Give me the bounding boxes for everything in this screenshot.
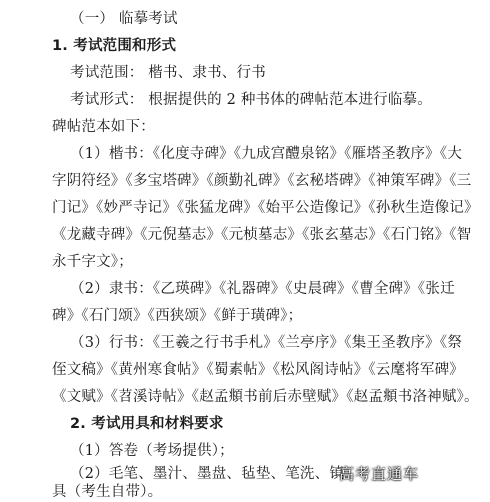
tool-line-3: 具（考生自带）。 — [52, 484, 163, 500]
exam-scope: 考试范围： 楷书、隶书、行书 — [70, 65, 266, 81]
xing-line-1: （3）行书：《王羲之行书手札》《兰亭序》《集王圣教序》《祭 — [70, 335, 463, 351]
item1-title: 1. 考试范围和形式 — [52, 38, 177, 54]
kai-line-1: （1）楷书：《化度寺碑》《九成宫醴泉铭》《雁塔圣教序》《大 — [70, 146, 463, 162]
kai-line-4: 《龙藏寺碑》《元倪墓志》《元桢墓志》《张玄墓志》《石门铭》《智 — [52, 227, 472, 243]
kai-line-2: 字阴符经》《多宝塔碑》《颜勤礼碑》《玄秘塔碑》《神策军碑》《三 — [52, 173, 472, 189]
item2-title: 2. 考试用具和材料要求 — [70, 416, 224, 432]
section-heading: （一） 临摹考试 — [70, 11, 178, 27]
li-line-1: （2）隶书：《乙瑛碑》《礼器碑》《史晨碑》《曹全碑》《张迁 — [70, 281, 455, 297]
li-line-2: 碑》《石门颂》《西狭颂》《鲜于璜碑》； — [52, 308, 303, 324]
kai-line-5: 永千字文》； — [52, 254, 133, 270]
tool-line-2: （2）毛笔、墨汁、墨盘、毡垫、笔洗、镇 — [70, 466, 345, 482]
kai-line-3: 门记》《妙严寺记》《张猛龙碑》《始平公造像记》《孙秋生造像记》 — [52, 200, 479, 216]
watermark-text: 高考直通车 — [339, 465, 420, 483]
xing-line-3: 《文赋》《苕溪诗帖》《赵孟頫书前后赤壁赋》《赵孟頫书洛神赋》。 — [52, 389, 479, 405]
exam-form: 考试形式： 根据提供的 2 种书体的碑帖范本进行临摹。 — [70, 92, 432, 108]
tool-line-1: （1）答卷（考场提供）； — [70, 443, 234, 459]
xing-line-2: 侄文稿》《黄州寒食帖》《蜀素帖》《松风阁诗帖》《云麾将军碑》 — [52, 362, 464, 378]
models-intro: 碑帖范本如下： — [52, 119, 155, 135]
